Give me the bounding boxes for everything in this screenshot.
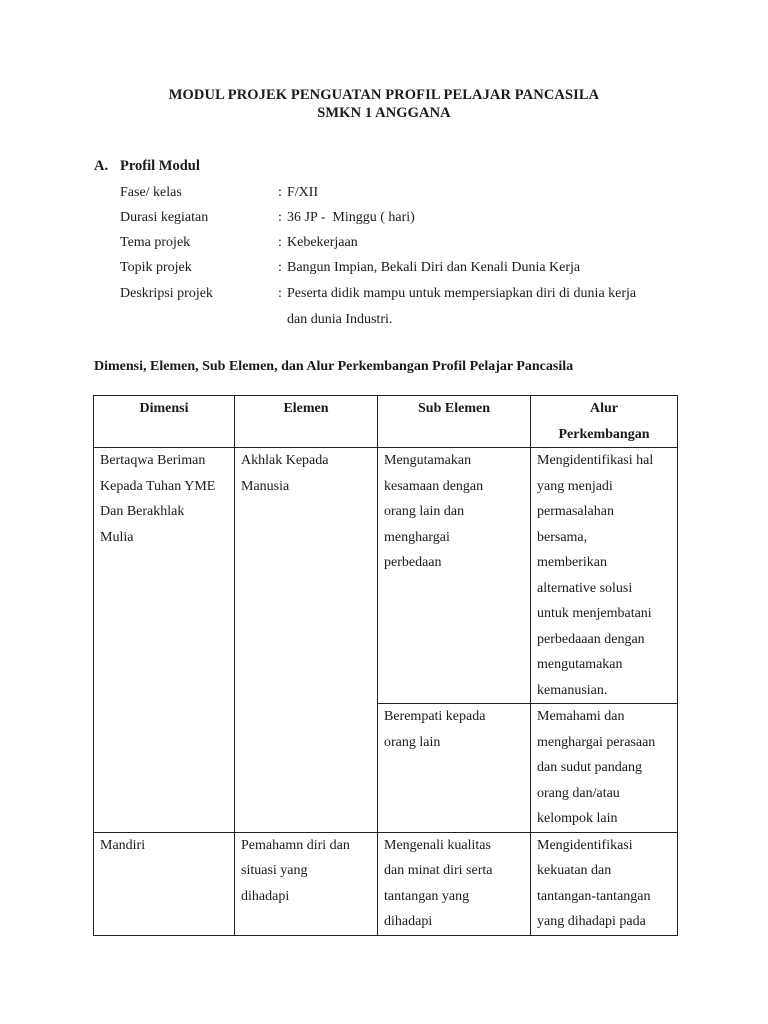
profile-label: Durasi kegiatan: [120, 210, 209, 225]
table-header-row: [94, 396, 678, 448]
cell-dimensi: Mandiri: [94, 832, 235, 935]
table-row: [94, 448, 678, 704]
section-heading-profil-modul: [94, 158, 200, 175]
header-sub-elemen: Sub Elemen: [378, 396, 531, 448]
profile-label: Deskripsi projek: [120, 286, 213, 301]
profile-colon: :: [278, 210, 282, 225]
profile-label: Topik projek: [120, 260, 192, 275]
document-title: MODUL PROJEK PENGUATAN PROFIL PELAJAR PANCASILA: [168, 87, 600, 103]
profile-value: Peserta didik mampu untuk mempersiapkan diri di dunia kerja dan dunia Industri.: [287, 286, 637, 327]
profile-label: Fase/ kelas: [120, 185, 182, 200]
cell-alur: Memahami dan menghargai perasaan dan sudut pandang orang dan/atau kelompok lain: [531, 704, 678, 833]
cell-alur: Mengidentifikasi kekuatan dan tantangan-tantangan yang dihadapi pada: [531, 832, 678, 935]
profile-value: 36 JP - Minggu ( hari): [287, 210, 415, 225]
profile-value: Kebekerjaan: [287, 235, 358, 250]
profile-colon: :: [278, 260, 282, 275]
header-dimensi: Dimensi: [94, 396, 235, 448]
dimensi-table: [93, 395, 678, 936]
profile-colon: :: [278, 235, 282, 250]
table-caption: Dimensi, Elemen, Sub Elemen, dan Alur Perkembangan Profil Pelajar Pancasila: [94, 359, 574, 374]
cell-alur: Mengidentifikasi hal yang menjadi permasalahan bersama, memberikan alternative solusi untuk menjembatani perbedaaan dengan mengutamakan kemanusian.: [531, 448, 678, 704]
cell-dimensi: Bertaqwa Beriman Kepada Tuhan YME Dan Berakhlak Mulia: [94, 448, 235, 833]
header-elemen: Elemen: [235, 396, 378, 448]
profile-value: Bangun Impian, Bekali Diri dan Kenali Dunia Kerja: [287, 260, 581, 275]
profile-colon: :: [278, 185, 282, 200]
profile-value: F/XII: [287, 185, 319, 200]
header-alur-perkembangan: Alur Perkembangan: [531, 396, 678, 448]
cell-elemen: Akhlak Kepada Manusia: [235, 448, 378, 833]
profile-label: Tema projek: [120, 235, 191, 250]
profile-colon: :: [278, 286, 282, 301]
section-title: Profil Modul: [120, 158, 200, 174]
school-name: SMKN 1 ANGGANA: [317, 105, 451, 121]
section-number: A.: [94, 158, 109, 174]
cell-sub-elemen: Mengenali kualitas dan minat diri serta tantangan yang dihadapi: [378, 832, 531, 935]
table-row: [94, 832, 678, 935]
cell-sub-elemen: Mengutamakan kesamaan dengan orang lain dan menghargai perbedaan: [378, 448, 531, 704]
cell-sub-elemen: Berempati kepada orang lain: [378, 704, 531, 833]
cell-elemen: Pemahamn diri dan situasi yang dihadapi: [235, 832, 378, 935]
